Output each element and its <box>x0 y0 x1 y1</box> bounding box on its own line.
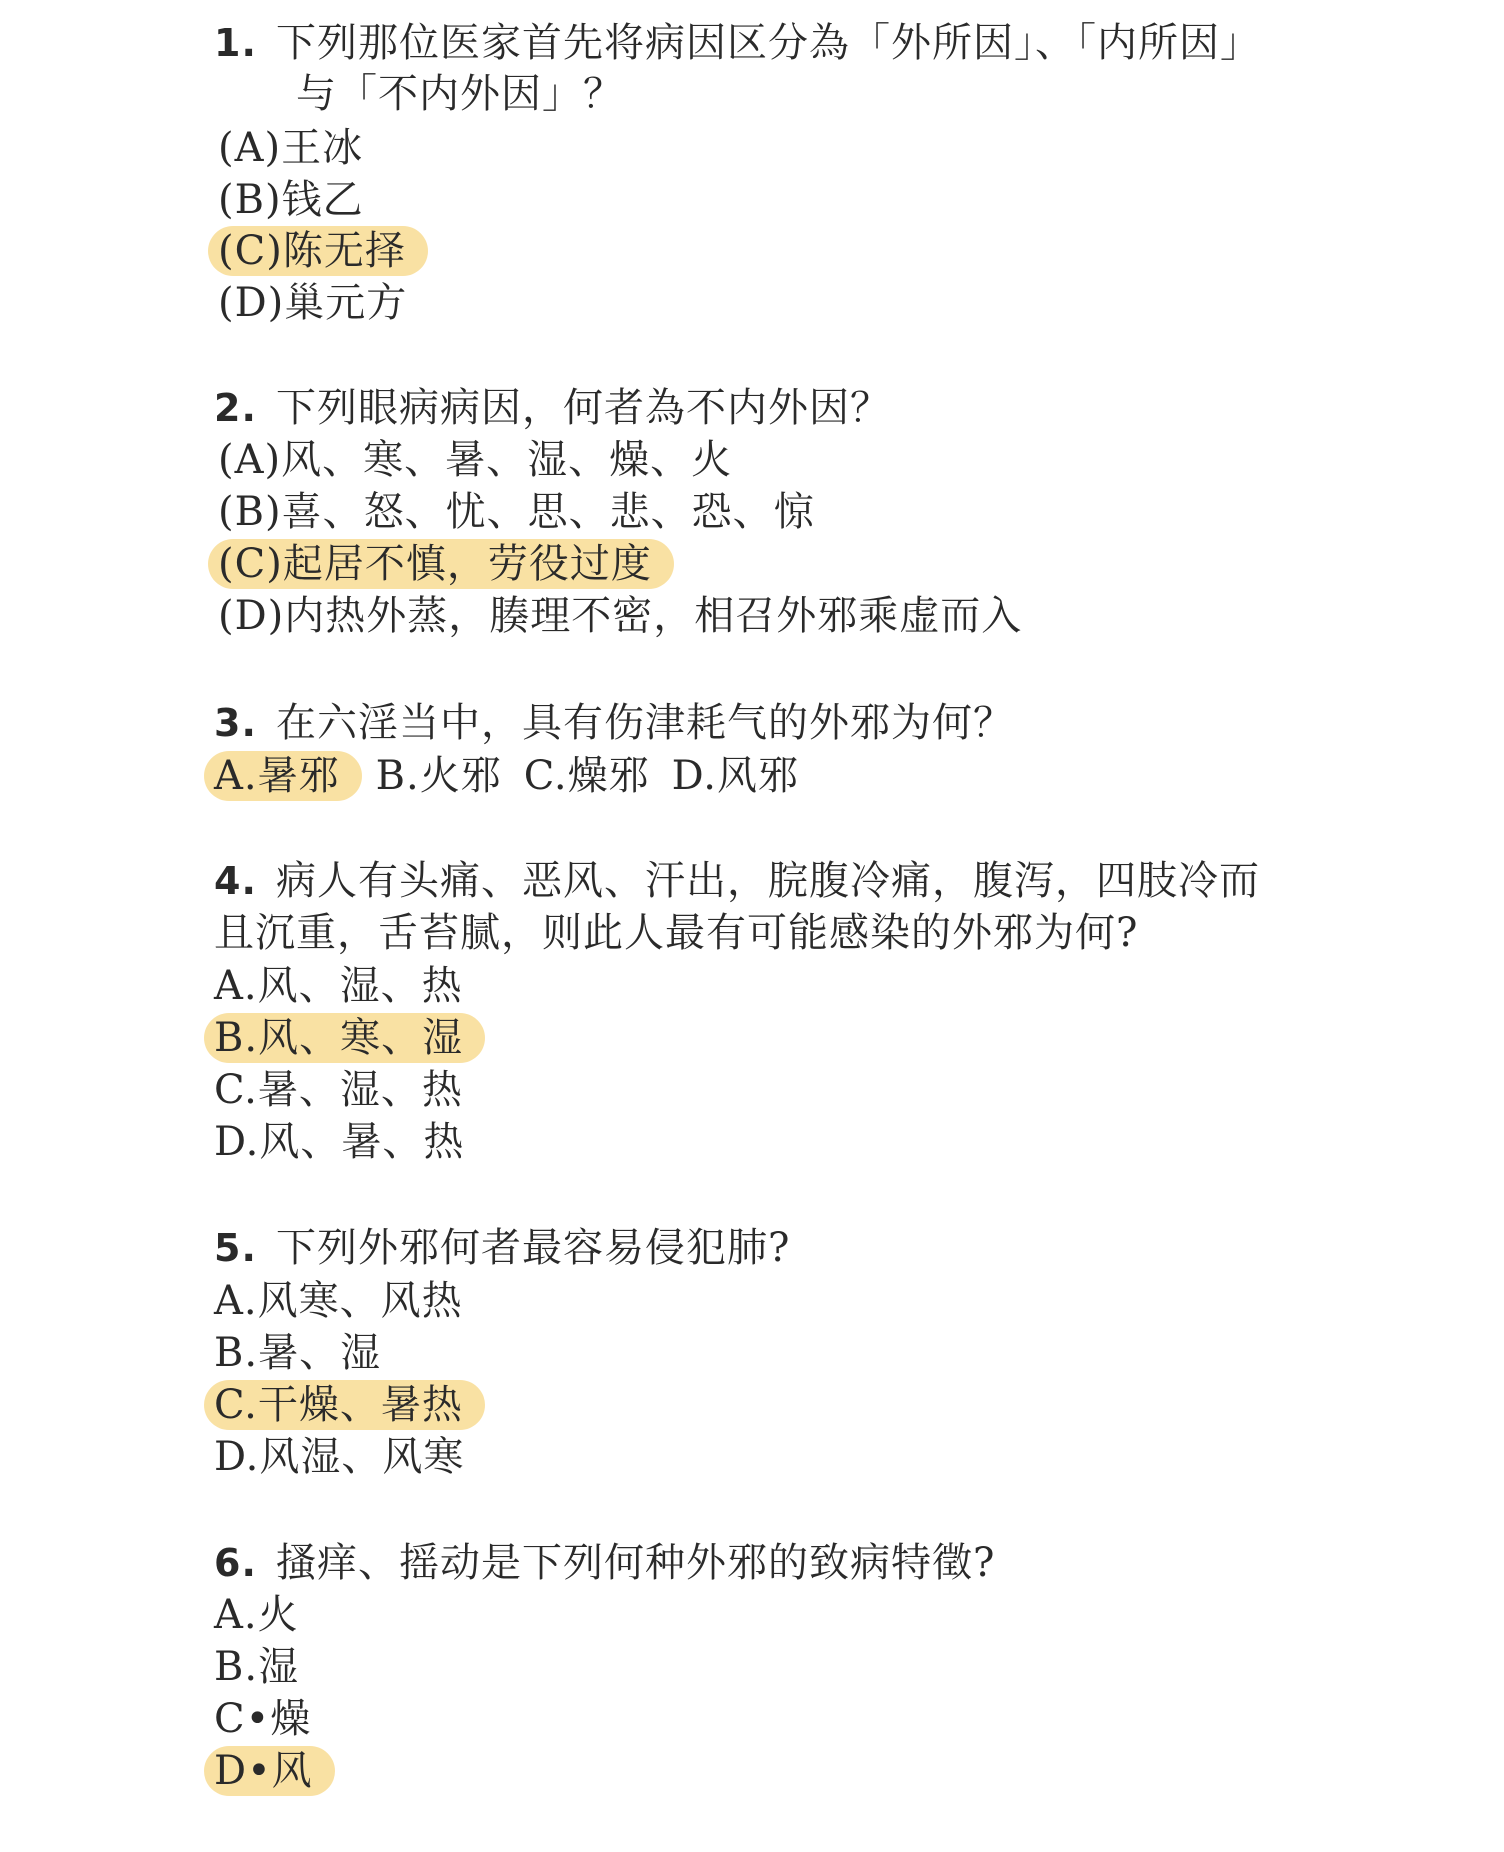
option-b: B.湿 <box>214 1644 300 1690</box>
question-number: 5. <box>214 1226 257 1270</box>
inline-options <box>214 750 799 802</box>
option-d-highlighted: D•风 <box>204 1746 335 1796</box>
option-d: D.风湿、风寒 <box>214 1434 465 1480</box>
question-6-stem-line-1 <box>214 1537 995 1589</box>
question-5-stem-line-1 <box>214 1222 790 1274</box>
question-number: 1. <box>214 21 257 65</box>
option-c: C•燥 <box>214 1696 312 1742</box>
option-b-highlighted: B.风、寒、湿 <box>204 1013 485 1063</box>
question-number: 4. <box>214 859 257 903</box>
option-a: A.风、湿、热 <box>214 963 463 1009</box>
option-a-highlighted: A.暑邪 <box>204 751 362 801</box>
option-b: (B)喜、怒、忧、思、悲、恐、惊 <box>218 489 815 535</box>
question-stem: 搔痒、摇动是下列何种外邪的致病特徵? <box>276 1540 996 1586</box>
question-stem: 下列眼病病因，何者為不内外因？ <box>276 385 891 431</box>
question-stem: 下列外邪何者最容易侵犯肺? <box>276 1225 791 1271</box>
option-c-highlighted: (C)陈无择 <box>208 226 428 276</box>
option-c-highlighted: C.干燥、暑热 <box>204 1380 485 1430</box>
option-d: (D)巢元方 <box>218 280 408 326</box>
question-number: 3. <box>214 701 257 745</box>
question-4-stem-line-1 <box>214 855 1260 907</box>
option-a: A.火 <box>214 1592 299 1638</box>
option-d: D.风邪 <box>671 753 799 799</box>
option-d: (D)内热外蒸，腠理不密，相召外邪乘虚而入 <box>218 593 1023 639</box>
question-1-stem-line-1 <box>214 17 1261 69</box>
option-c-highlighted: (C)起居不慎，劳役过度 <box>208 539 674 589</box>
question-1-stem-line-2: 与「不内外因」？ <box>296 71 624 117</box>
option-c: C.暑、湿、热 <box>214 1067 463 1113</box>
option-a: (A)风、寒、暑、湿、燥、火 <box>218 437 733 483</box>
option-c: C.燥邪 <box>523 753 650 799</box>
question-stem: 下列那位医家首先将病因区分為「外所因」、「内所因」 <box>276 20 1261 66</box>
question-3-stem-line-1 <box>214 697 1014 749</box>
question-number: 2. <box>214 386 257 430</box>
question-stem: 病人有头痛、恶风、汗出，脘腹冷痛，腹泻，四肢冷而 <box>276 858 1260 904</box>
option-d: D.风、暑、热 <box>214 1119 465 1165</box>
question-stem: 在六淫当中，具有伤津耗气的外邪为何？ <box>276 700 1014 746</box>
question-4-stem-line-2: 且沉重，舌苔腻，则此人最有可能感染的外邪为何? <box>214 910 1139 956</box>
option-a: (A)王冰 <box>218 125 364 171</box>
question-number: 6. <box>214 1541 257 1585</box>
question-2-stem-line-1 <box>214 382 891 434</box>
option-b: (B)钱乙 <box>218 177 364 223</box>
option-b: B.暑、湿 <box>214 1330 382 1376</box>
option-b: B.火邪 <box>375 753 502 799</box>
option-a: A.风寒、风热 <box>214 1278 463 1324</box>
